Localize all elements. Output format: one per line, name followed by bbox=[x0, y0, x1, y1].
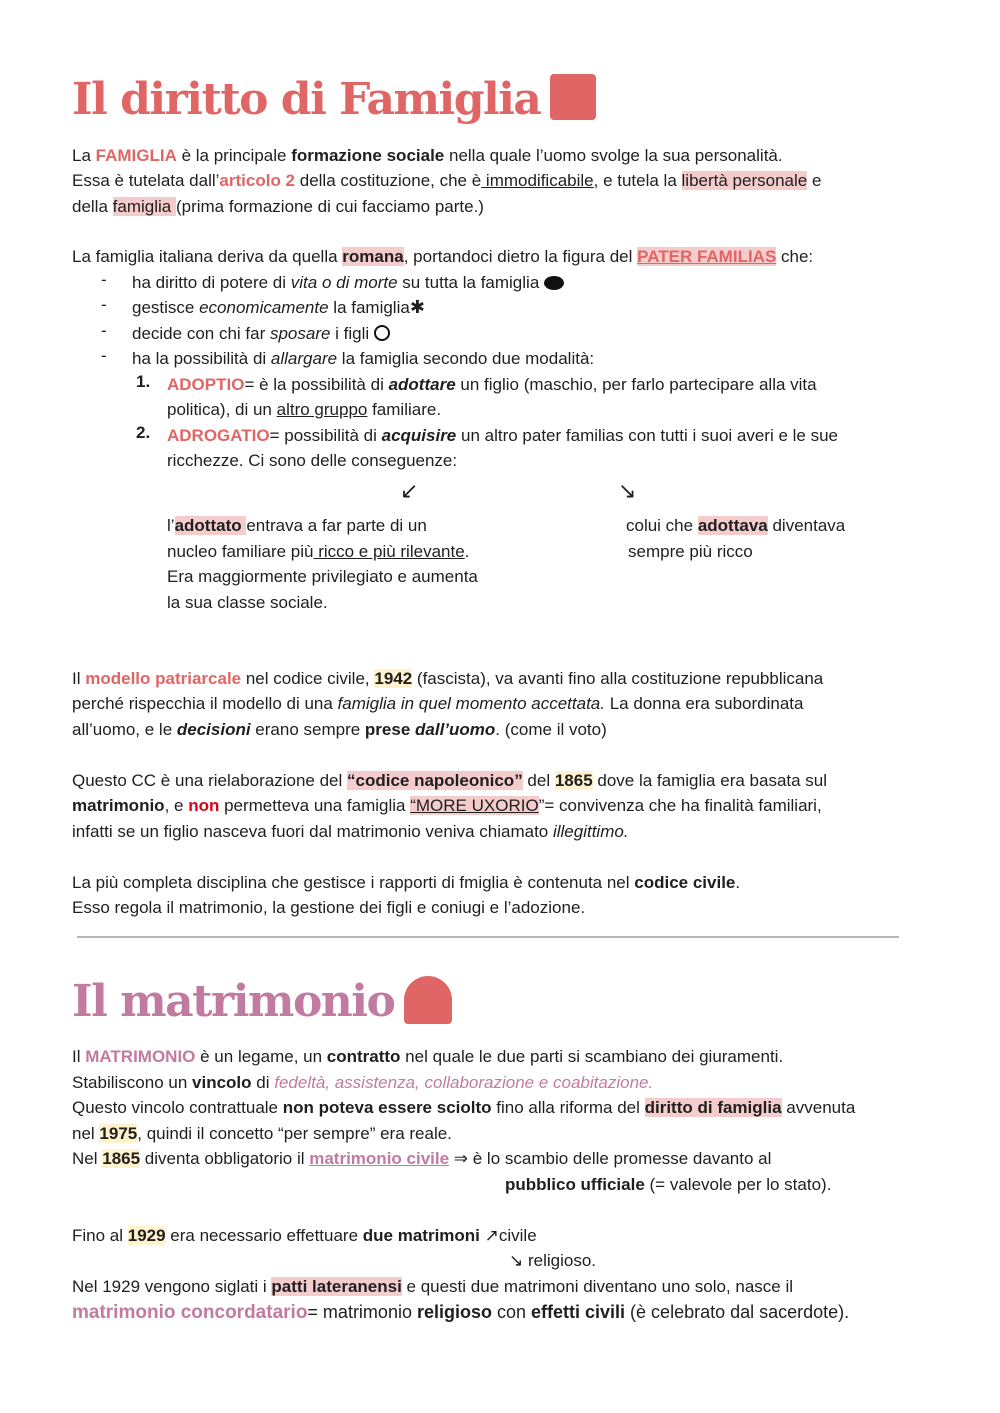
consequence-right: colui che adottava diventava bbox=[626, 516, 846, 535]
consequence-left: Era maggiormente privilegiato e aumenta bbox=[167, 567, 478, 586]
paragraph-line: pubblico ufficiale (= valevole per lo stato). bbox=[505, 1175, 832, 1194]
paragraph-line: all’uomo, e le decisioni erano sempre prese dall’uomo. (come il voto) bbox=[72, 720, 607, 739]
paragraph-line: La più completa disciplina che gestisce i rapporti di fmiglia è contenuta nel codice civile. bbox=[72, 873, 741, 892]
paragraph-line: Fino al 1929 era necessario effettuare due matrimoni ↗civile bbox=[72, 1226, 537, 1245]
paragraph-line: La famiglia italiana deriva da quella romana, portandoci dietro la figura del PATER FAMILIAS che: bbox=[72, 247, 814, 266]
numbered-item: ADROGATIO= possibilità di acquisire un altro pater familias con tutti i suoi averi e le sue bbox=[167, 426, 839, 445]
consequence-left: nucleo familiare più ricco e più rilevante. bbox=[167, 542, 470, 561]
paragraph-line: matrimonio, e non permetteva una famiglia “MORE UXORIO”= convivenza che ha finalità familiari, bbox=[72, 796, 822, 815]
paragraph-line: Questo vincolo contrattuale non poteva essere sciolto fino alla riforma del diritto di famiglia avvenuta bbox=[72, 1098, 856, 1117]
bullet-dash: - bbox=[101, 321, 107, 340]
paragraph-line: infatti se un figlio nasceva fuori dal matrimonio veniva chiamato illegittimo. bbox=[72, 822, 629, 841]
consequence-right: sempre più ricco bbox=[628, 542, 753, 561]
consequence-left: l’adottato entrava a far parte di un bbox=[167, 516, 427, 535]
arrow-down-right: ↘ bbox=[618, 478, 637, 503]
section-title-matrimonio: Il matrimonio bbox=[72, 976, 452, 1027]
paragraph-line: perché rispecchia il modello di una famiglia in quel momento accettata. La donna era subordinata bbox=[72, 694, 804, 713]
bullet-dash: - bbox=[101, 346, 107, 365]
numbered-item-cont: politica), di un altro gruppo familiare. bbox=[167, 400, 442, 419]
paragraph-line: nel 1975, quindi il concetto “per sempre” era reale. bbox=[72, 1124, 452, 1143]
list-item: gestisce economicamente la famiglia✱ bbox=[132, 297, 425, 317]
numbered-item-cont: ricchezze. Ci sono delle conseguenze: bbox=[167, 451, 458, 470]
section-divider bbox=[77, 936, 899, 938]
paragraph-line: Il modello patriarcale nel codice civile, 1942 (fascista), va avanti fino alla costituzione repubblicana bbox=[72, 669, 824, 688]
paragraph-line: Il MATRIMONIO è un legame, un contratto nel quale le due parti si scambiano dei giuramenti. bbox=[72, 1047, 784, 1066]
paragraph-line: della famiglia (prima formazione di cui facciamo parte.) bbox=[72, 197, 484, 216]
list-number: 2. bbox=[136, 423, 151, 442]
ring-icon bbox=[374, 325, 390, 341]
bullet-dash: - bbox=[101, 270, 107, 289]
list-number: 1. bbox=[136, 372, 151, 391]
bullet-dash: - bbox=[101, 295, 107, 314]
section-title-diritto-famiglia: Il diritto di Famiglia bbox=[72, 74, 596, 125]
numbered-item: ADOPTIO= è la possibilità di adottare un figlio (maschio, per farlo partecipare alla vita bbox=[167, 375, 817, 394]
arrow-down-left: ↙ bbox=[400, 478, 419, 503]
list-item: decide con chi far sposare i figli bbox=[132, 321, 390, 346]
list-item: ha diritto di potere di vita o di morte su tutta la famiglia bbox=[132, 270, 564, 295]
consequence-left: la sua classe sociale. bbox=[167, 593, 328, 612]
square-icon bbox=[550, 74, 596, 120]
dome-icon bbox=[404, 976, 452, 1024]
paragraph-line: Essa è tutelata dall’articolo 2 della costituzione, che è immodificabile, e tutela la libertà personale e bbox=[72, 171, 822, 190]
stone-icon bbox=[544, 276, 564, 290]
paragraph-line: Esso regola il matrimonio, la gestione dei figli e coniugi e l’adozione. bbox=[72, 898, 586, 917]
paragraph-line: Stabiliscono un vincolo di fedeltà, assistenza, collaborazione e coabitazione. bbox=[72, 1073, 654, 1092]
paragraph-line: ↘ religioso. bbox=[509, 1251, 597, 1270]
paragraph-line: Nel 1865 diventa obbligatorio il matrimonio civile ⇒ è lo scambio delle promesse davanto al bbox=[72, 1149, 772, 1168]
paragraph-line: La FAMIGLIA è la principale formazione sociale nella quale l’uomo svolge la sua personalità. bbox=[72, 146, 783, 165]
paragraph-line: matrimonio concordatario= matrimonio religioso con effetti civili (è celebrato dal sacerdote). bbox=[72, 1302, 850, 1323]
list-item: ha la possibilità di allargare la famiglia secondo due modalità: bbox=[132, 349, 595, 368]
paragraph-line: Nel 1929 vengono siglati i patti lateranensi e questi due matrimoni diventano uno solo, nasce il bbox=[72, 1277, 794, 1296]
paragraph-line: Questo CC è una rielaborazione del “codice napoleonico” del 1865 dove la famiglia era basata sul bbox=[72, 771, 828, 790]
